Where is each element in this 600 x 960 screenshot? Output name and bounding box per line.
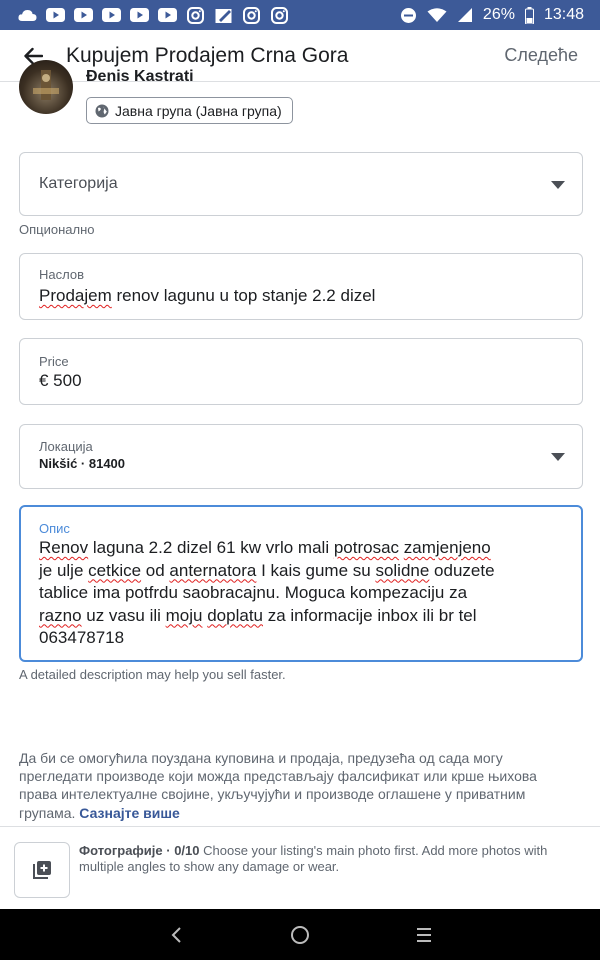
category-select[interactable] <box>19 152 583 216</box>
description-segment: I kais gume su <box>256 560 376 580</box>
notice-text: Да би се омогућила поуздана куповина и продаја, предузећа од сада могу прегледати производе који можда представљају фалсификат или крше њихова права интелектуалне својине, укључујући и производе оглашене у приватним групама. <box>19 750 537 821</box>
misspelled-word: Prodajem <box>39 286 112 305</box>
instagram-icon <box>270 7 289 24</box>
description-segment: 063478718 <box>39 628 125 647</box>
globe-icon <box>95 104 109 118</box>
description-line <box>39 560 559 583</box>
misspelled-word: cetkice <box>88 560 142 580</box>
learn-more-link[interactable]: Сазнајте више <box>79 804 180 821</box>
clock: 13:48 <box>543 6 584 23</box>
notification-icons <box>18 7 289 24</box>
location-label: Локација <box>39 439 93 454</box>
do-not-disturb-icon <box>400 7 417 24</box>
privacy-label: Јавна група (Јавна група) <box>115 102 282 119</box>
instagram-icon <box>242 7 261 24</box>
description-line <box>39 537 559 560</box>
description-field[interactable] <box>19 505 583 662</box>
page-title: Kupujem Prodajem Crna Gora <box>66 43 349 67</box>
youtube-icon <box>46 7 65 24</box>
description-text[interactable] <box>39 537 559 650</box>
misspelled-word: zamjenjeno <box>403 538 491 557</box>
photos-description <box>79 843 584 875</box>
price-field[interactable] <box>19 338 583 405</box>
description-segment: od <box>141 560 170 580</box>
description-segment: uz vasu ili <box>81 605 166 625</box>
youtube-icon <box>74 7 93 24</box>
dropdown-caret-icon <box>551 181 565 189</box>
description-segment: laguna 2.2 dizel 61 kw vrlo mali <box>88 538 334 557</box>
price-value: € 500 <box>39 371 82 390</box>
category-placeholder: Категорија <box>39 175 118 192</box>
group-avatar <box>19 60 73 114</box>
battery-percent: 26% <box>482 6 515 23</box>
signal-icon <box>457 7 473 23</box>
add-photo-icon <box>30 858 54 882</box>
misspelled-word: moju <box>165 605 203 625</box>
nav-back-button[interactable] <box>114 909 238 960</box>
group-selector[interactable] <box>0 68 600 140</box>
description-segment: oduzete <box>429 560 495 580</box>
add-photo-button[interactable] <box>14 842 70 898</box>
menu-lines-icon <box>416 927 432 943</box>
description-hint: A detailed description may help you sell faster. <box>19 667 286 682</box>
misspelled-word: anternatora <box>169 560 257 580</box>
title-label: Наслов <box>39 267 84 282</box>
nav-home-button[interactable] <box>238 909 362 960</box>
home-circle-icon <box>290 925 310 945</box>
price-label: Price <box>39 354 69 369</box>
title-value <box>39 286 375 306</box>
youtube-icon <box>102 7 121 24</box>
cloud-icon <box>18 7 37 24</box>
chevron-left-icon <box>170 926 182 944</box>
status-bar <box>0 0 600 30</box>
photos-count: Фотографије · 0/10 <box>79 843 200 858</box>
misspelled-word: potrosac <box>333 538 400 557</box>
dropdown-caret-icon <box>551 453 565 461</box>
photos-help: Choose your listing's main photo first. Add more photos with multiple angles to show any damage or wear. <box>79 843 548 874</box>
misspelled-word: doplatu <box>207 605 263 625</box>
description-label: Опис <box>39 521 70 536</box>
nav-recents-button[interactable] <box>362 909 486 960</box>
location-select[interactable] <box>19 424 583 489</box>
wifi-icon <box>427 7 447 23</box>
description-segment: za informacije inbox ili br tel <box>263 605 477 625</box>
description-segment: tablice ima potfrdu saobracajnu. Moguca kompezaciju za <box>39 583 468 602</box>
next-button[interactable]: Следеће <box>504 45 578 65</box>
privacy-badge <box>86 97 293 124</box>
description-segment: je ulje <box>39 560 89 580</box>
category-hint: Опционално <box>19 222 95 237</box>
edit-icon <box>214 7 233 24</box>
system-nav-bar <box>0 909 600 960</box>
youtube-icon <box>130 7 149 24</box>
photos-section <box>0 827 600 909</box>
title-field[interactable] <box>19 253 583 320</box>
misspelled-word: Renov <box>39 538 89 557</box>
battery-icon <box>525 7 534 24</box>
misspelled-word: razno <box>39 605 82 625</box>
location-value: Nikšić · 81400 <box>39 456 126 471</box>
instagram-icon <box>186 7 205 24</box>
youtube-icon <box>158 7 177 24</box>
group-name: Đenis Kastrati <box>86 68 194 85</box>
description-line <box>39 605 559 628</box>
ip-notice <box>19 749 579 822</box>
description-line <box>39 627 559 650</box>
misspelled-word: solidne <box>375 560 430 580</box>
title-text: renov lagunu u top stanje 2.2 dizel <box>111 286 376 305</box>
description-line <box>39 582 559 605</box>
